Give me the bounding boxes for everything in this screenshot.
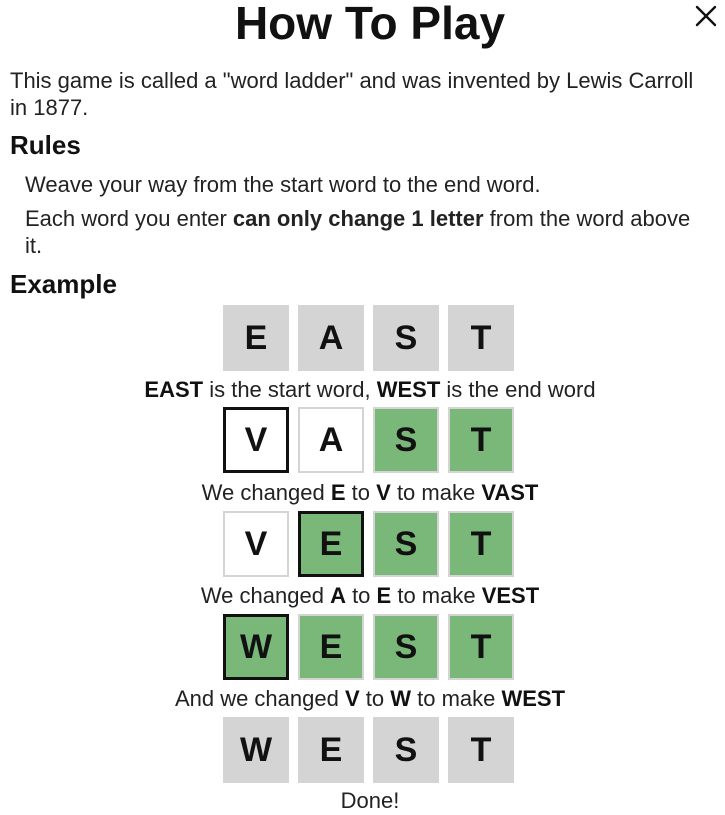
- close-button[interactable]: [692, 2, 720, 30]
- caption-text: is the start word,: [203, 377, 377, 402]
- caption-text: to: [359, 686, 391, 711]
- rule-text: from the word above it.: [25, 206, 691, 258]
- example-row-east: [223, 305, 514, 371]
- correct-letter-tile: S: [373, 407, 439, 473]
- letter-tile: A: [298, 305, 364, 371]
- letter-tile: W: [223, 717, 289, 783]
- rule-text: Each word you enter: [25, 206, 233, 231]
- caption-text: to make: [391, 583, 482, 608]
- caption-start-end: [0, 377, 725, 403]
- intro-text: This game is called a "word ladder" and was invented by Lewis Carroll in 1877.: [10, 68, 694, 120]
- letter-tile: E: [298, 717, 364, 783]
- caption-bold: E: [330, 480, 346, 505]
- caption-text: And we changed: [174, 686, 345, 711]
- caption-bold: W: [390, 686, 411, 711]
- caption-bold: VAST: [481, 480, 539, 505]
- modal-title: How To Play: [234, 0, 506, 49]
- example-row-west: [223, 614, 514, 680]
- caption-bold: VEST: [481, 583, 540, 608]
- correct-letter-tile: S: [373, 511, 439, 577]
- letter-tile: T: [448, 717, 514, 783]
- correct-letter-tile: T: [448, 407, 514, 473]
- caption-text: to: [345, 480, 377, 505]
- caption-step-2: [0, 583, 725, 609]
- rule-emphasis: can only change 1 letter: [232, 206, 484, 231]
- changed-letter-tile: W: [223, 614, 289, 680]
- example-row-vast: [223, 407, 514, 473]
- caption-bold: WEST: [501, 686, 566, 711]
- rule-weave: Weave your way from the start word to the end word.: [25, 172, 541, 197]
- caption-bold: E: [376, 583, 392, 608]
- letter-tile: S: [373, 305, 439, 371]
- caption-step-1: [0, 480, 725, 506]
- example-row-final: [223, 717, 514, 783]
- caption-bold: WEST: [376, 377, 441, 402]
- correct-letter-tile: S: [373, 614, 439, 680]
- changed-letter-tile: E: [298, 511, 364, 577]
- example-heading: Example: [10, 269, 117, 299]
- caption-text: to make: [390, 480, 482, 505]
- caption-text: to: [345, 583, 377, 608]
- correct-letter-tile: T: [448, 614, 514, 680]
- caption-bold: V: [344, 686, 360, 711]
- caption-text: to make: [411, 686, 502, 711]
- caption-text: We changed: [200, 583, 331, 608]
- letter-tile: S: [373, 717, 439, 783]
- caption-text: We changed: [201, 480, 331, 505]
- close-icon: [694, 4, 718, 28]
- caption-step-3: [0, 686, 725, 712]
- rule-change-one-letter: [25, 205, 705, 259]
- caption-bold: A: [330, 583, 346, 608]
- letter-tile: E: [223, 305, 289, 371]
- letter-tile: V: [223, 511, 289, 577]
- example-row-vest: [223, 511, 514, 577]
- caption-bold: V: [376, 480, 391, 505]
- letter-tile: T: [448, 305, 514, 371]
- letter-tile: A: [298, 407, 364, 473]
- caption-bold: EAST: [144, 377, 204, 402]
- caption-text: is the end word: [440, 377, 596, 402]
- changed-letter-tile: V: [223, 407, 289, 473]
- caption-done: Done!: [340, 788, 400, 813]
- rules-heading: Rules: [10, 130, 81, 160]
- correct-letter-tile: T: [448, 511, 514, 577]
- correct-letter-tile: E: [298, 614, 364, 680]
